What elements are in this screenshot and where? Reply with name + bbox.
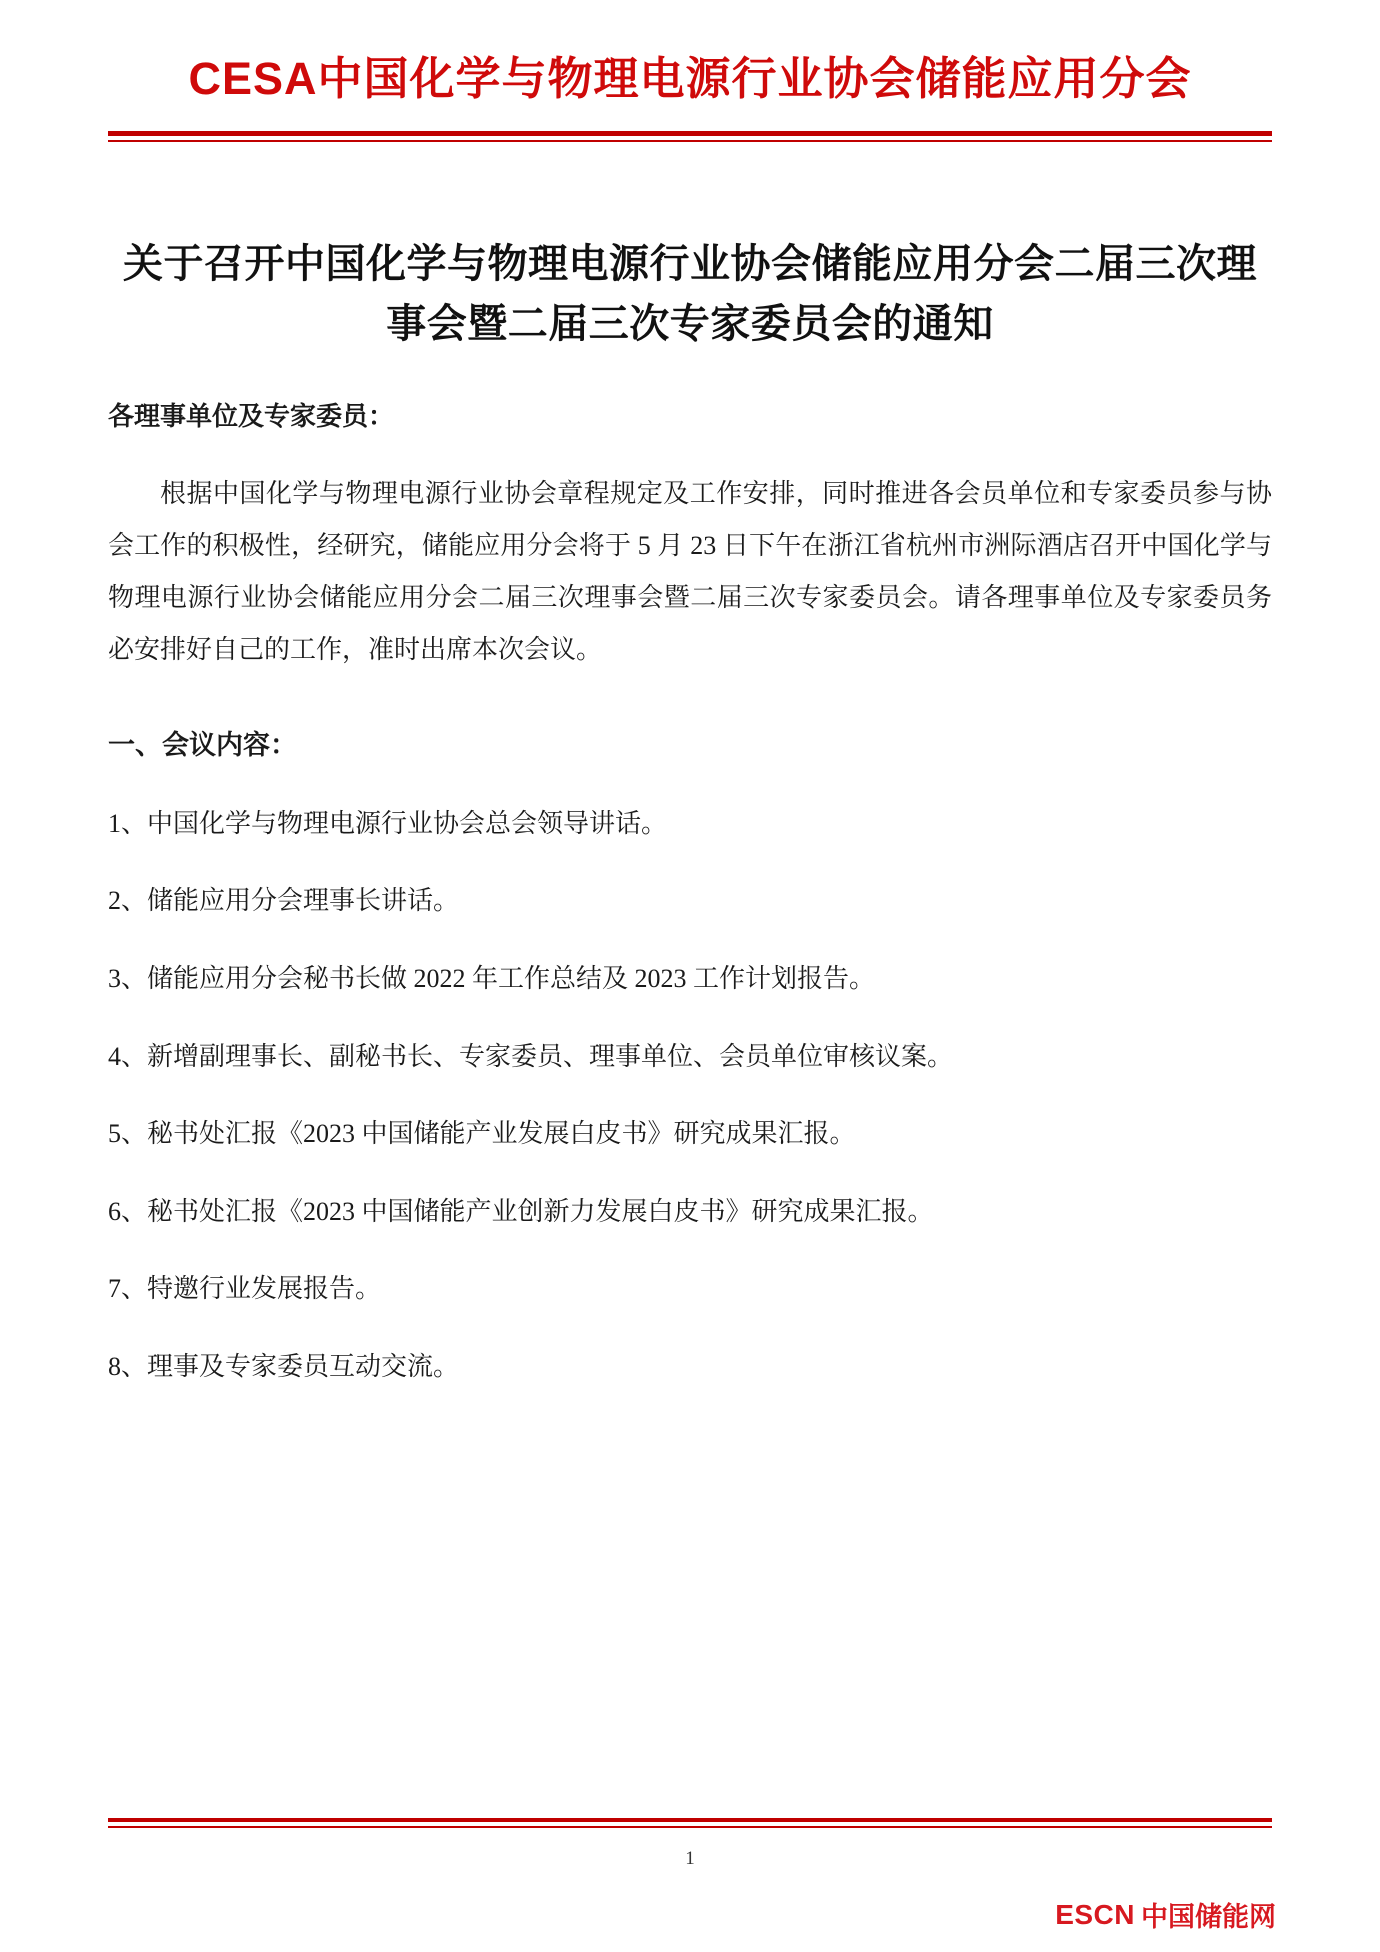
section-heading-meeting-content: 一、会议内容： [108,729,297,760]
agenda-list [108,803,1272,1388]
divider-thin-line [108,140,1272,142]
divider-thick-line [108,131,1272,136]
list-item: 8、理事及专家委员互动交流。 [108,1352,460,1382]
page-number: 1 [685,1848,695,1869]
list-item: 4、新增副理事长、副秘书长、专家委员、理事单位、会员单位审核议案。 [108,1041,954,1071]
organization-title: CESA中国化学与物理电源行业协会储能应用分会 [188,53,1192,104]
letterhead-divider [108,131,1272,142]
list-item: 3、储能应用分会秘书长做 2022 年工作总结及 2023 工作计划报告。 [108,964,876,994]
list-item: 6、秘书处汇报《2023 中国储能产业创新力发展白皮书》研究成果汇报。 [108,1196,934,1226]
list-item: 1、中国化学与物理电源行业协会总会领导讲话。 [108,808,668,838]
watermark [1055,1895,1276,1934]
watermark-brand-en: ESCN [1055,1898,1135,1930]
watermark-brand-cn: 中国储能网 [1141,1902,1276,1932]
page-title: 关于召开中国化学与物理电源行业协会储能应用分会二届三次理事会暨二届三次专家委员会的通知 [123,242,1257,347]
body-paragraph: 根据中国化学与物理电源行业协会章程规定及工作安排，同时推进各会员单位和专家委员参与协会工作的积极性，经研究，储能应用分会将于 5 月 23 日下午在浙江省杭州市洲际酒店召开中国化学与物理电源行业协会储能应用分会二届三次理事会暨二届三次专家委员会。请各理事单位及专家委员务必安排好自己的工作，准时出席本次会议。 [108,478,1272,664]
divider-thick-line [108,1818,1272,1822]
letterhead [108,0,1272,142]
list-item: 7、特邀行业发展报告。 [108,1274,382,1304]
footer-divider [108,1818,1272,1828]
list-item: 5、秘书处汇报《2023 中国储能产业发展白皮书》研究成果汇报。 [108,1119,856,1149]
salutation: 各理事单位及专家委员： [108,401,395,432]
divider-thin-line [108,1826,1272,1828]
list-item: 2、储能应用分会理事长讲话。 [108,886,460,916]
